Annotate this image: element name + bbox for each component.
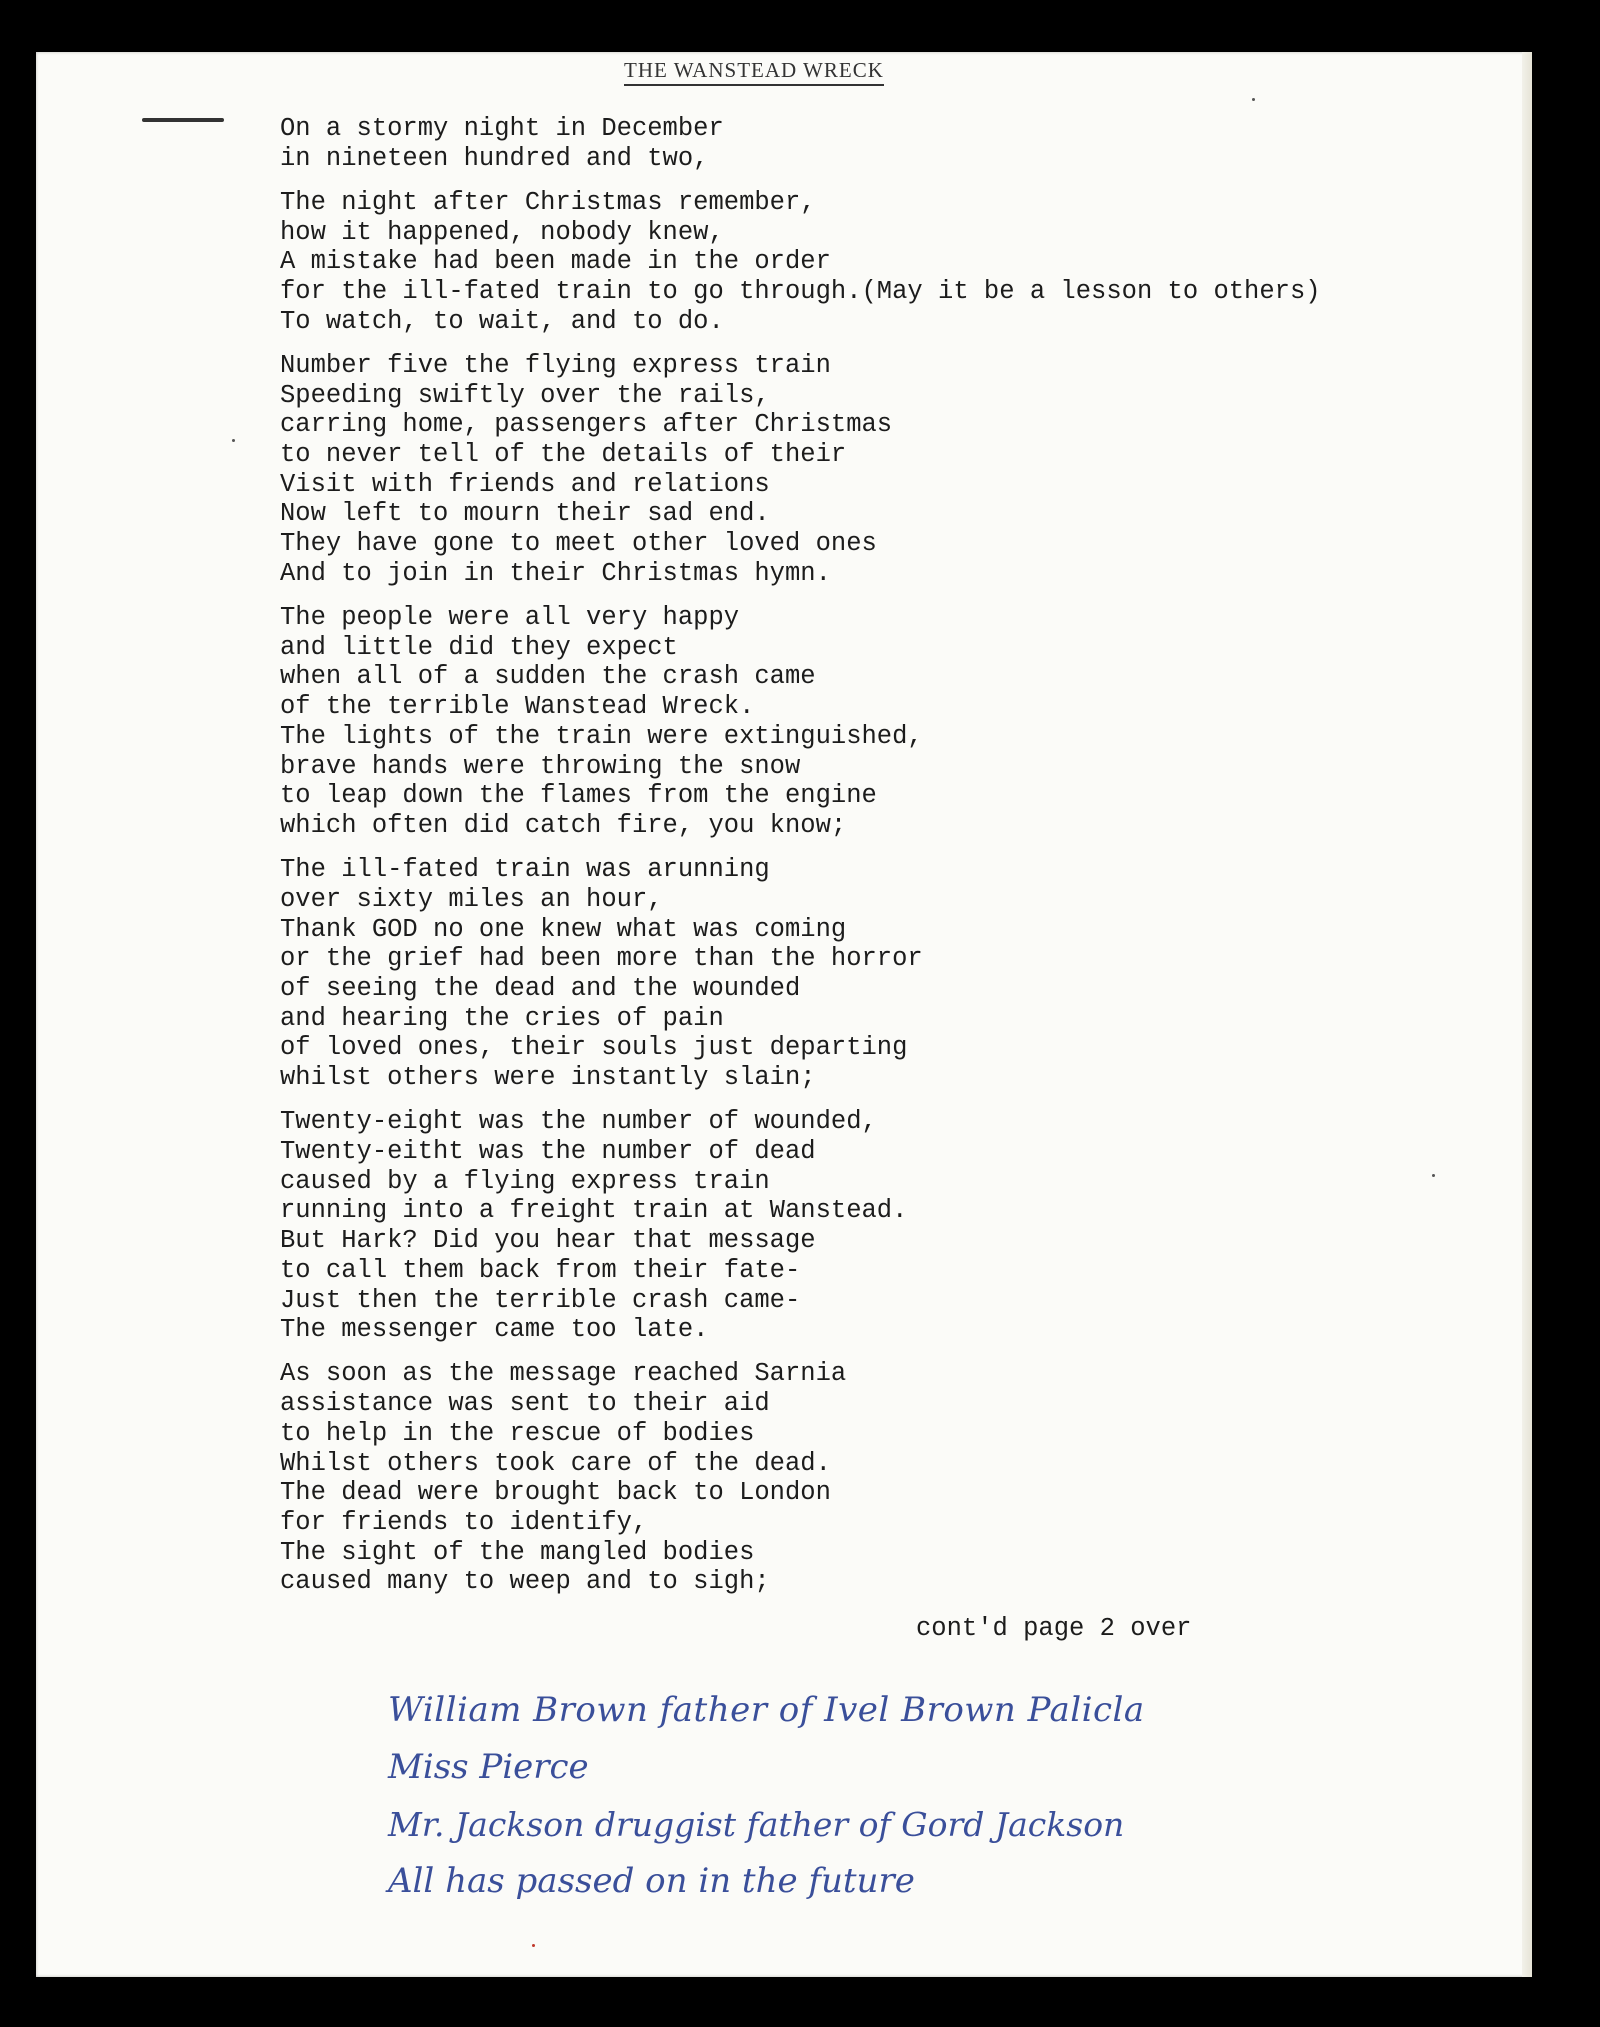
poem-line: Now left to mourn their sad end. (280, 499, 770, 529)
stanza-7 (280, 1359, 1321, 1597)
poem-line: The sight of the mangled bodies (280, 1537, 755, 1567)
stanza-3 (280, 351, 1321, 589)
poem-line: and little did they expect (280, 632, 678, 662)
poem-line: A mistake had been made in the order (280, 247, 831, 277)
poem-line: whilst others were instantly slain; (280, 1063, 816, 1093)
handwritten-line: All has passed on in the future (388, 1861, 915, 1901)
poem-line: of seeing the dead and the wounded (280, 973, 801, 1003)
paper-speck (532, 1944, 535, 1947)
poem-line: Visit with friends and relations (280, 469, 770, 499)
poem-line: of the terrible Wanstead Wreck. (280, 692, 755, 722)
stanza-1 (280, 114, 1321, 173)
poem-line: As soon as the message reached Sarnia (280, 1359, 847, 1389)
continued-note: cont'd page 2 over (916, 1614, 1192, 1643)
poem-line: Number five the flying express train (280, 350, 831, 380)
handwritten-line: Miss Pierce (388, 1747, 589, 1787)
poem-line: To watch, to wait, and to do. (280, 306, 724, 336)
poem-line: when all of a sudden the crash came (280, 662, 816, 692)
paper-speck (1252, 98, 1255, 101)
poem-line: Thank GOD no one knew what was coming (280, 914, 847, 944)
poem-title: THE WANSTEAD WRECK (624, 58, 884, 86)
typewritten-page (36, 52, 1532, 1977)
poem-line: to call them back from their fate- (280, 1255, 801, 1285)
paper-edge (1522, 52, 1532, 1977)
poem-line: or the grief had been more than the horror (280, 944, 923, 974)
poem-line: in nineteen hundred and two, (280, 143, 709, 173)
poem-line: And to join in their Christmas hymn. (280, 558, 831, 588)
handwritten-line: William Brown father of Ivel Brown Palicla (388, 1690, 1145, 1730)
stanza-4 (280, 603, 1321, 841)
poem-line: The messenger came too late. (280, 1315, 709, 1345)
poem-body (280, 114, 1321, 1612)
poem-line: over sixty miles an hour, (280, 884, 663, 914)
poem-line: how it happened, nobody knew, (280, 217, 724, 247)
poem-line: assistance was sent to their aid (280, 1389, 770, 1419)
poem-line: which often did catch fire, you know; (280, 810, 847, 840)
poem-aside: (May it be a lesson to others) (861, 277, 1321, 307)
poem-line: Twenty-eitht was the number of dead (280, 1137, 816, 1166)
handwritten-line: Mr. Jackson druggist father of Gord Jackson (388, 1805, 1125, 1844)
poem-line: brave hands were throwing the snow (280, 751, 801, 781)
poem-line: carring home, passengers after Christmas (280, 410, 893, 440)
poem-line: Speeding swiftly over the rails, (280, 380, 770, 410)
stanza-5 (280, 855, 1321, 1093)
handwritten-notes (388, 1682, 1145, 1910)
poem-line: for the ill-fated train to go through. (280, 277, 862, 307)
poem-line: of loved ones, their souls just departing (280, 1033, 908, 1063)
poem-line: The dead were brought back to London (280, 1478, 831, 1508)
poem-line: to leap down the flames from the engine (280, 781, 877, 811)
poem-line: to help in the rescue of bodies (280, 1418, 755, 1448)
poem-line: Twenty-eight was the number of wounded, (280, 1107, 877, 1137)
poem-line: On a stormy night in December (280, 114, 724, 143)
poem-line: Just then the terrible crash came- (280, 1285, 801, 1315)
poem-line: The people were all very happy (280, 603, 740, 633)
poem-line: caused many to weep and to sigh; (280, 1567, 770, 1597)
poem-line: caused by a flying express train (280, 1166, 770, 1196)
poem-line: running into a freight train at Wanstead. (280, 1196, 908, 1226)
paper-speck (232, 439, 235, 442)
poem-line: Whilst others took care of the dead. (280, 1448, 831, 1478)
poem-line-with-aside (280, 277, 1321, 307)
poem-line: to never tell of the details of their (280, 440, 847, 470)
poem-line: They have gone to meet other loved ones (280, 529, 877, 559)
stanza-6 (280, 1107, 1321, 1345)
poem-line: But Hark? Did you hear that message (280, 1226, 816, 1256)
poem-line: for friends to identify, (280, 1507, 648, 1537)
paper-speck (1432, 1174, 1435, 1177)
stanza-2 (280, 188, 1321, 337)
poem-line: and hearing the cries of pain (280, 1003, 724, 1033)
poem-line: The night after Christmas remember, (280, 187, 816, 217)
poem-line: The lights of the train were extinguished, (280, 721, 923, 751)
pen-dash-mark (142, 118, 224, 122)
poem-line: The ill-fated train was arunning (280, 855, 770, 885)
